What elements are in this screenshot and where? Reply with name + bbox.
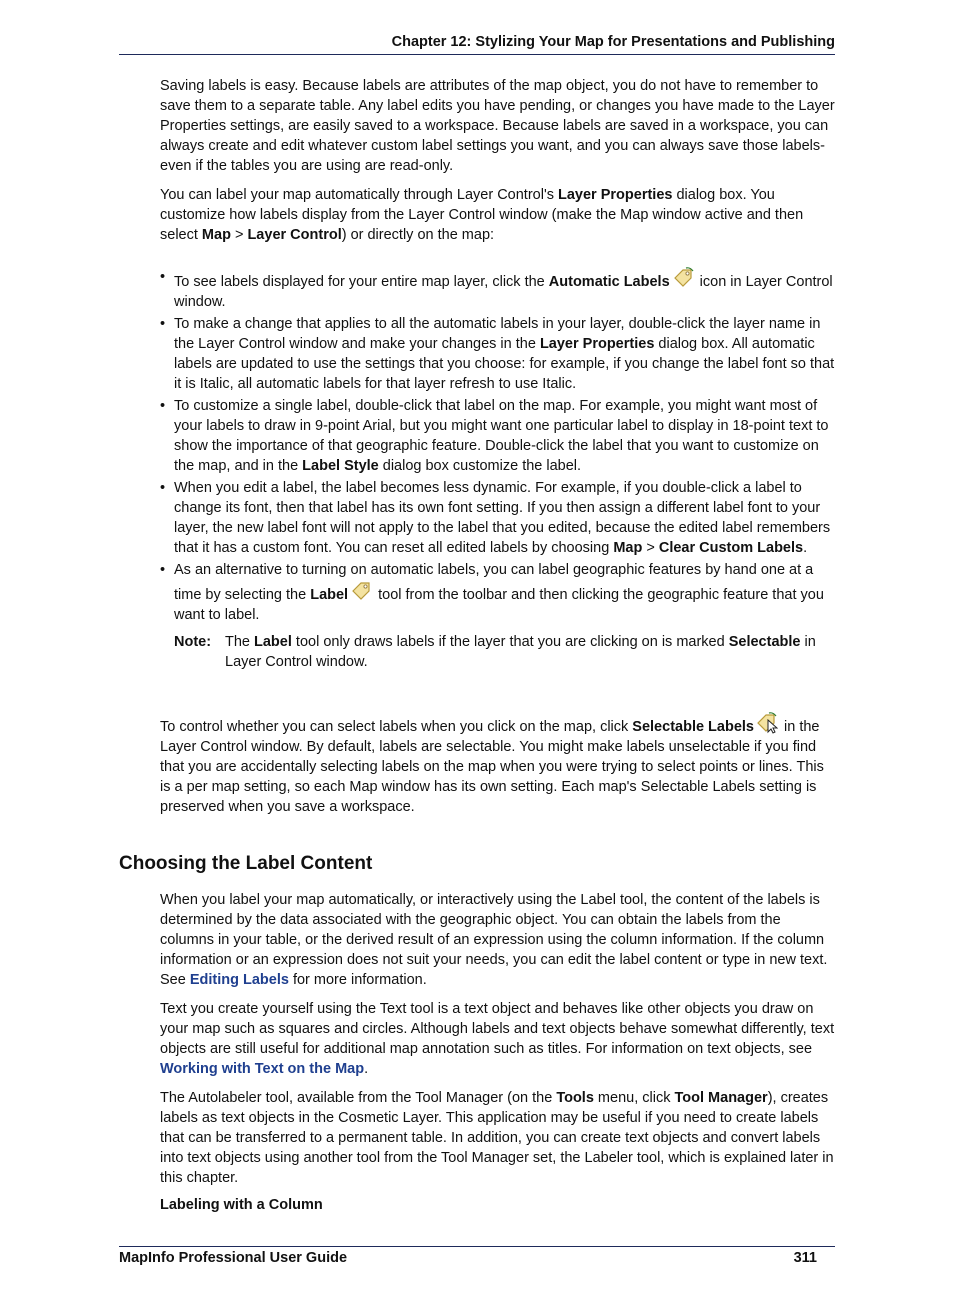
list-item: • When you edit a label, the label becomes less dynamic. For example, if you double-click a label to change its font, then that label has its own font setting. If you then assign a different label font to your layer, the new label font will not apply to the label that you edited, because the edited label remembers that it has a custom font. You can reset all edited labels by choosing Map > Clear Custom Labels. [160,478,836,558]
note-text: The Label tool only draws labels if the layer that you are clicking on is marked Selectable in Layer Control window. [225,634,816,670]
subsection-heading: Labeling with a Column [160,1197,323,1213]
section-content [160,890,836,1213]
automatic-labels-icon [672,267,694,289]
section-paragraph-3: The Autolabeler tool, available from the Tool Manager (on the Tools menu, click Tool Manager), creates labels as text objects in the Cosmetic Layer. This application may be useful if you need to create labels that can be transferred to a permanent table. In addition, you can create text objects and convert labels into text objects using another tool from the Tool Manager set, the Labeler tool, which is explained later in this chapter. [160,1090,834,1186]
label-tool-icon [350,580,372,602]
intro-paragraph-2: You can label your map automatically through Layer Control's Layer Properties dialog box. You customize how labels display from the Layer Control window (make the Map window active and then select Map > Layer Control) or directly on the map: [160,187,804,243]
section-heading: Choosing the Label Content [119,853,373,874]
guide-title: MapInfo Professional User Guide [119,1250,348,1266]
editing-labels-link[interactable]: Editing Labels [189,972,289,988]
page-footer [119,1246,835,1266]
chapter-title: Chapter 12: Stylizing Your Map for Presentations and Publishing [391,34,835,50]
section-paragraph-1: When you label your map automatically, or interactively using the Label tool, the content of the labels is determined by the data associated with the geographic object. You can obtain the labels from the columns in your table, or the derived result of an expression using the column information. If the column information or an expression does not suit your needs, you can edit the label content or type in new text. See Editing Labels for more information. [160,892,828,988]
page-header [119,34,835,55]
list-item: • To customize a single label, double-click that label on the map. For example, you might want most of your labels to draw in 9-point Arial, but you might want one particular label to display in 18-point text to show the importance of that geographic feature. Double-click the label that you want to customize on the map, and in the Label Style dialog box customize the label. [160,396,836,476]
main-content [160,76,836,826]
working-with-text-link[interactable]: Working with Text on the Map [160,1061,365,1077]
list-item: • To see labels displayed for your entire map layer, click the Automatic Labels icon in Layer Control window. [160,267,836,312]
note-block [160,632,836,672]
intro-paragraph-1: Saving labels is easy. Because labels are attributes of the map object, you do not have to remember to save them to a separate table. Any label edits you have pending, or changes you have made to the Layer Properties settings, are easily saved to a workspace. Because labels are saved in a workspace, you can always create and edit whatever custom label settings you want, and you can always save those labels-even if the tables you are using are read-only. [160,78,835,174]
list-item: • As an alternative to turning on automatic labels, you can label geographic features by hand one at a time by selecting the Label tool from the toolbar and then clicking the geographic feature that you want to label. [160,560,836,625]
label-bullet-list [160,267,836,625]
section-paragraph-2: Text you create yourself using the Text tool is a text object and behaves like other objects you draw on your map such as squares and circles. Although labels and text objects behave somewhat differently, text objects are still useful for additional map annotation such as titles. For information on text objects, see Working with Text on the Map. [160,1001,835,1077]
list-item: • To make a change that applies to all the automatic labels in your layer, double-click the layer name in the Layer Control window and make your changes in the Layer Properties dialog box. All automatic labels are updated to use the settings that you choose: for example, if you change the label font so that it is Italic, all automatic labels for that layer refresh to use Italic. [160,314,836,394]
page-number: 311 [793,1250,817,1266]
note-label: Note: [174,634,212,650]
selectable-labels-paragraph: To control whether you can select labels when you click on the map, click Selectable Labels in the Layer Control window. By default, labels are selectable. You might make labels unselectable if you find that you are accidentally selecting labels on the map when you were trying to select points or lines. This is a per map setting, so each Map window has its own setting. Each map's Selectable Labels setting is preserved when you save a workspace. [160,712,836,817]
selectable-labels-icon [756,712,778,734]
